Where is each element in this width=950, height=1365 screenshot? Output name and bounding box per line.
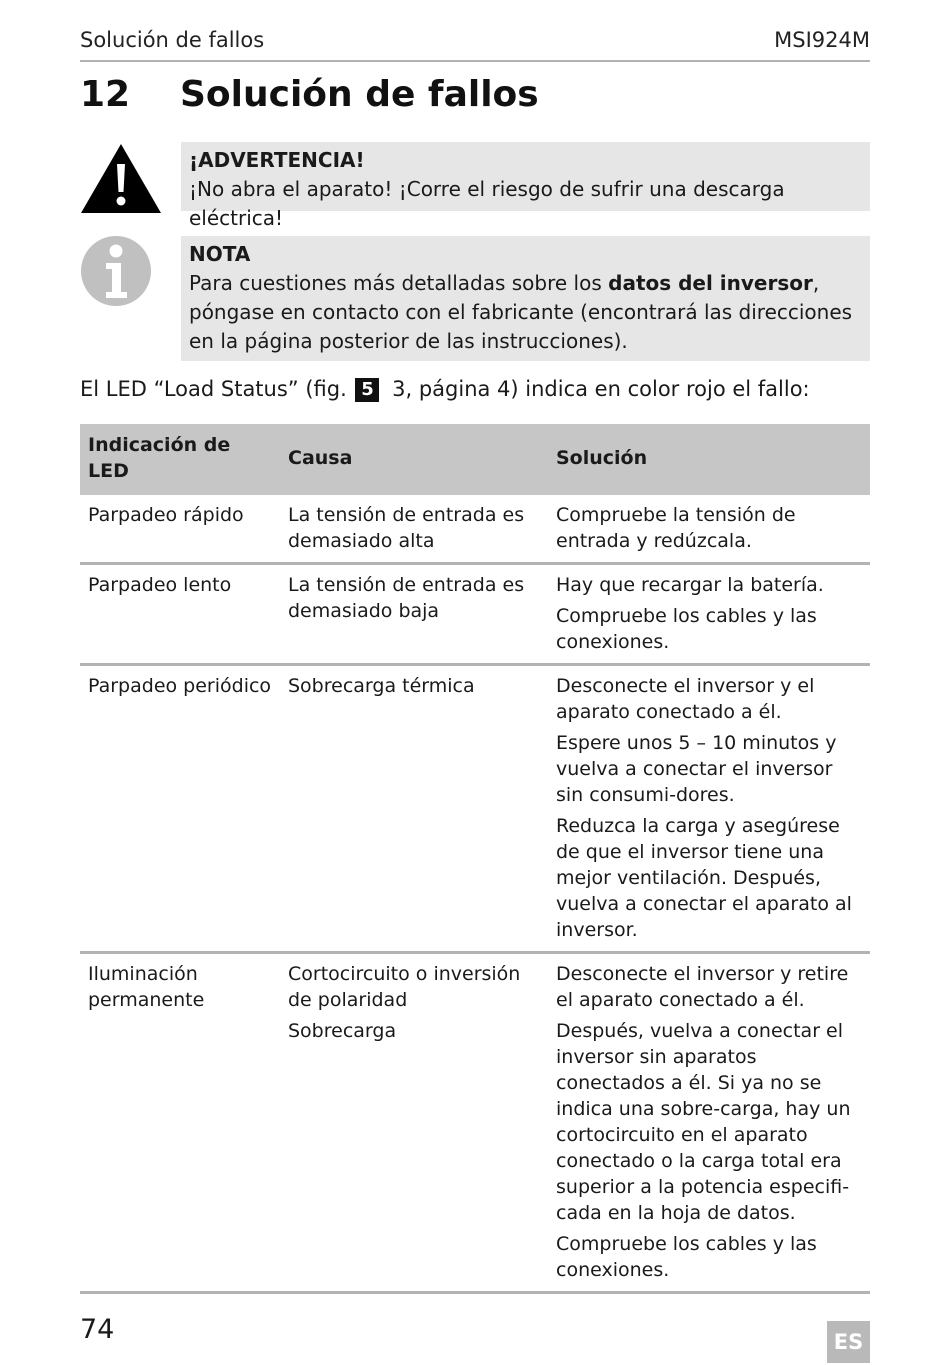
cause-cell <box>280 495 548 564</box>
table-row <box>80 495 870 564</box>
led-cell: Parpadeo periódico <box>80 665 280 953</box>
cause-text: Sobrecarga térmica <box>288 675 475 697</box>
led-cell: Parpadeo rápido <box>80 495 280 564</box>
cause-text: La tensión de entrada es demasiado alta <box>288 504 525 552</box>
solution-text: Desconecte el inversor y el aparato conectado a él. <box>556 675 815 723</box>
cause-cell <box>280 564 548 665</box>
column-header-led: Indicación de LED <box>80 424 280 495</box>
note-heading: NOTA <box>189 242 251 266</box>
page-header <box>80 28 870 62</box>
figure-reference-badge: 5 <box>355 378 379 402</box>
warning-triangle-icon <box>80 142 162 214</box>
cause-cell <box>280 953 548 1293</box>
note-text <box>189 269 862 356</box>
note-text-after: , póngase en contacto con el fabricante (encontrará las direcciones en la página posterior de las instrucciones). <box>189 271 853 353</box>
cause-text: Sobrecarga <box>288 1020 397 1042</box>
led-cell: Iluminación permanente <box>80 953 280 1293</box>
solution-text: Hay que recargar la batería. <box>556 574 824 596</box>
header-model: MSI924M <box>774 28 870 52</box>
chapter-title: Solución de fallos <box>180 74 539 115</box>
intro-text-before: El LED “Load Status” (fig. <box>80 377 354 401</box>
header-section-title: Solución de fallos <box>80 28 265 52</box>
solution-text: Compruebe la tensión de entrada y redúzcala. <box>556 504 796 552</box>
table-row <box>80 665 870 953</box>
warning-box <box>181 142 870 230</box>
info-icon <box>80 235 152 307</box>
note-box <box>181 236 870 361</box>
intro-text-after: 3, página 4) indica en color rojo el fallo: <box>385 377 810 401</box>
solution-text: Después, vuelva a conectar el inversor sin aparatos conectados a él. Si ya no se indica una sobre-carga, hay un cortocircuito en el aparato conectado o la carga total era superior a la potencia especifi-cada en la hoja de datos. <box>556 1020 851 1224</box>
language-badge: ES <box>827 1321 870 1363</box>
column-header-cause: Causa <box>280 424 548 495</box>
solution-text: Compruebe los cables y las conexiones. <box>556 605 817 653</box>
table-row <box>80 564 870 665</box>
warning-heading: ¡ADVERTENCIA! <box>189 148 365 172</box>
cause-text: La tensión de entrada es demasiado baja <box>288 574 525 622</box>
solution-cell <box>548 564 870 665</box>
troubleshooting-table <box>80 424 870 1294</box>
intro-paragraph <box>80 377 810 402</box>
solution-cell <box>548 953 870 1293</box>
cause-text: Cortocircuito o inversión de polaridad <box>288 963 521 1011</box>
table-row <box>80 953 870 1293</box>
page-number: 74 <box>80 1314 115 1345</box>
warning-text: ¡No abra el aparato! ¡Corre el riesgo de sufrir una descarga eléctrica! <box>189 177 785 230</box>
solution-text: Reduzca la carga y asegúrese de que el inversor tiene una mejor ventilación. Después, vuelva a conectar el aparato al inversor. <box>556 815 852 941</box>
cause-cell <box>280 665 548 953</box>
solution-text: Desconecte el inversor y retire el aparato conectado a él. <box>556 963 849 1011</box>
table-header-row <box>80 424 870 495</box>
solution-cell <box>548 495 870 564</box>
solution-cell <box>548 665 870 953</box>
column-header-solution: Solución <box>548 424 870 495</box>
note-text-bold: datos del inversor <box>608 271 813 295</box>
solution-text: Compruebe los cables y las conexiones. <box>556 1233 817 1281</box>
note-text-before: Para cuestiones más detalladas sobre los <box>189 271 609 295</box>
led-cell: Parpadeo lento <box>80 564 280 665</box>
chapter-number: 12 <box>80 74 131 115</box>
solution-text: Espere unos 5 – 10 minutos y vuelva a conectar el inversor sin consumi-dores. <box>556 732 837 806</box>
